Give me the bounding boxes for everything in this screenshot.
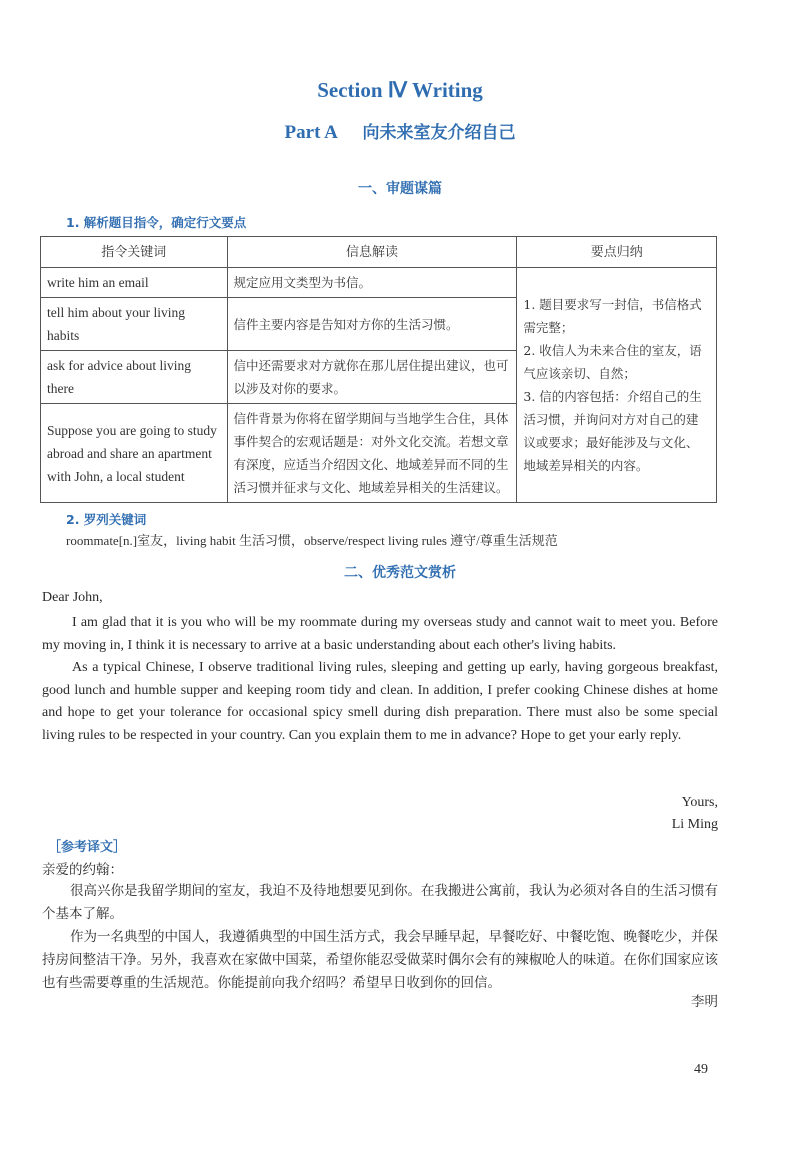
table-header: 要点归纳 (517, 237, 717, 268)
summary-cell (517, 268, 717, 503)
analysis-heading: 一、审题谋篇 (358, 181, 442, 197)
table-row (41, 268, 717, 298)
keywords-line: roommate[n.]室友，living habit 生活习惯，observe/respect living rules 遵守/尊重生活规范 (66, 533, 558, 548)
letter-salutation: Dear John, (42, 590, 103, 605)
letter-signature: Li Ming (671, 817, 718, 832)
letter-signoff (672, 792, 718, 836)
section-title: Section Ⅳ Writing (317, 78, 483, 102)
interpretation-cell: 信件背景为你将在留学期间与当地学生合住，具体事件契合的宏观话题是：对外文化交流。若想文章有深度，应适当介绍因文化、地域差异而不同的生活习惯并征求与文化、地域差异相关的生活建议。 (227, 404, 517, 503)
page-number: 49 (694, 1062, 708, 1077)
letter-body (42, 612, 718, 748)
translation-heading: ［参考译文］ (48, 840, 127, 855)
keyword-cell: write him an email (41, 268, 228, 298)
summary-point: 3. 信的内容包括：介绍自己的生活习惯，并询问对方对自己的建议或要求；最好能涉及与文化、地域差异相关的内容。 (523, 389, 702, 473)
interpretation-cell: 规定应用文类型为书信。 (227, 268, 517, 298)
keyword-cell: Suppose you are going to study abroad and share an apartment with John, a local student (41, 404, 228, 503)
sample-heading: 二、优秀范文赏析 (344, 565, 456, 581)
table-header: 指令关键词 (41, 237, 228, 268)
translation-salutation: 亲爱的约翰： (42, 862, 123, 878)
instruction-table (40, 236, 717, 503)
part-title (0, 118, 800, 144)
translation-paragraph: 很高兴你是我留学期间的室友，我迫不及待地想要见到你。在我搬进公寓前，我认为必须对各自的生活习惯有个基本了解。 (42, 883, 718, 922)
table-header: 信息解读 (227, 237, 517, 268)
keyword-cell: tell him about your living habits (41, 298, 228, 351)
part-subtitle: 向未来室友介绍自己 (362, 123, 516, 143)
step2-heading: 2. 罗列关键词 (66, 512, 147, 527)
letter-paragraph: As a typical Chinese, I observe traditional living rules, sleeping and getting up early, having gorgeous breakfast, good lunch and humble supper and keeping room tidy and clean. In addition, I prefer cooking Chinese dishes at home and hope to get your tolerance for occasional spicy smell during dish preparation. There must also be some special living rules to be respected in your country. Can you explain them to me in advance? Hope to get your early reply. (42, 660, 718, 743)
translation-body (42, 880, 718, 995)
interpretation-cell: 信中还需要求对方就你在那儿居住提出建议，也可以涉及对你的要求。 (227, 351, 517, 404)
keyword-cell: ask for advice about living there (41, 351, 228, 404)
interpretation-cell: 信件主要内容是告知对方你的生活习惯。 (227, 298, 517, 351)
translation-paragraph: 作为一名典型的中国人，我遵循典型的中国生活方式，我会早睡早起，早餐吃好、中餐吃饱、晚餐吃少，并保持房间整洁干净。另外，我喜欢在家做中国菜，希望你能忍受做菜时偶尔会有的辣椒呛人的味道。在你们国家应该也有些需要尊重的生活规范。你能提前向我介绍吗？希望早日收到你的回信。 (42, 929, 718, 991)
summary-point: 2. 收信人为未来合住的室友，语气应该亲切、自然； (523, 343, 702, 381)
table-header-row (41, 237, 717, 268)
translation-signature: 李明 (691, 994, 718, 1010)
letter-closing: Yours, (681, 795, 718, 810)
part-label: Part A (284, 122, 338, 143)
summary-point: 1. 题目要求写一封信，书信格式需完整； (523, 297, 702, 335)
step1-heading: 1. 解析题目指令，确定行文要点 (66, 215, 247, 230)
letter-paragraph: I am glad that it is you who will be my roommate during my overseas study and cannot wait to meet you. Before my moving in, I think it is necessary to arrive at a basic understanding about each other's living habits. (42, 615, 718, 653)
